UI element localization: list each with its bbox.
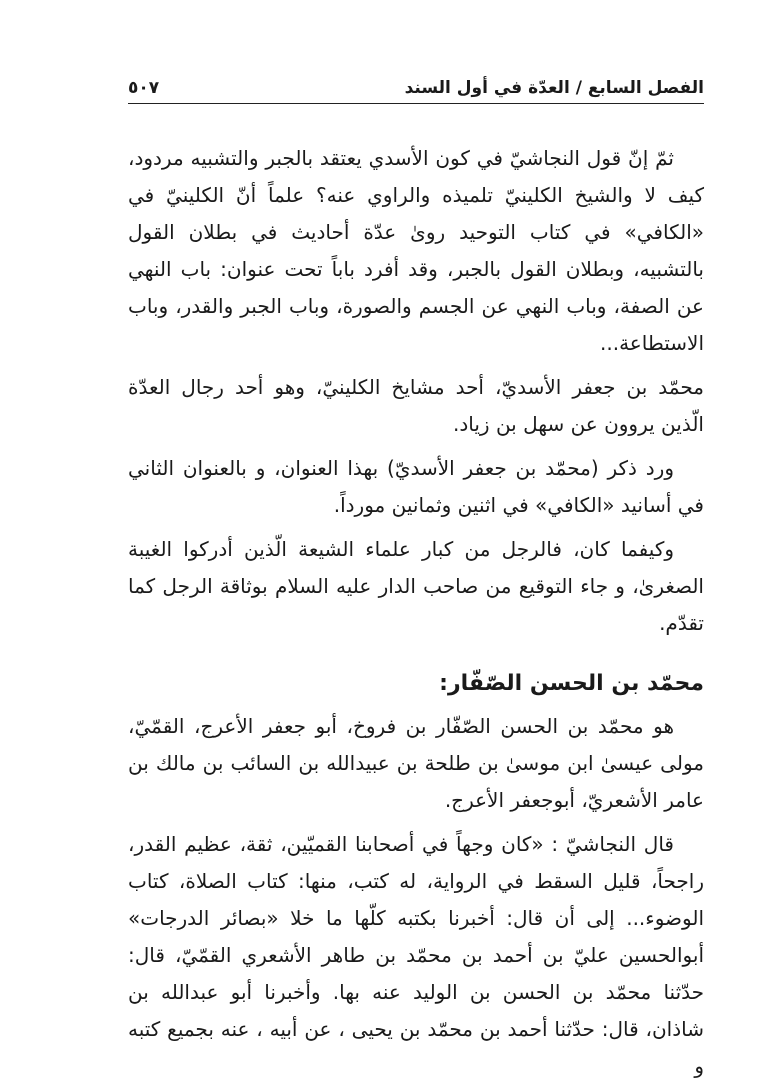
paragraph-refutation: ثمّ إنّ قول النجاشيّ في كون الأسدي يعتقد بالجبر والتشبيه مردود، كيف لا والشيخ الكلينيّ تلميذه والراوي عنه؟ علماً أنّ الكلينيّ في «الكافي» في كتاب التوحيد روىٰ عدّة أحاديث في بطلان القول بالتشبيه، وبطلان القول بالجبر، وقد أفرد باباً تحت عنوان: باب النهي عن الصفة، وباب النهي عن الجسم والصورة، وباب الجبر والقدر، وباب الاستطاعة... bbox=[128, 146, 704, 355]
body-text bbox=[128, 140, 704, 1085]
page-number: ٥٠٧ bbox=[128, 78, 160, 98]
section-heading: محمّد بن الحسن الصّفّار: bbox=[439, 671, 704, 696]
section-spacer bbox=[128, 642, 704, 664]
paragraph-asadi-conclusion: وكيفما كان، فالرجل من كبار علماء الشيعة الّذين أدركوا الغيبة الصغرىٰ، و جاء التوقيع من صاحب الدار عليه السلام بوثاقة الرجل كما تقدّم. bbox=[128, 537, 704, 635]
running-head: الفصل السابع / العدّة في أول السند bbox=[404, 78, 704, 98]
paragraph-saffar-bio: هو محمّد بن الحسن الصّفّار بن فروخ، أبو جعفر الأعرج، القمّيّ، مولى عيسىٰ ابن موسىٰ بن طلحة بن عبيدالله بن السائب بن مالك بن عامر الأشعريّ، أبوجعفر الأعرج. bbox=[128, 714, 704, 812]
page-header bbox=[128, 74, 704, 104]
paragraph-asadi-intro: محمّد بن جعفر الأسديّ، أحد مشايخ الكلينيّ، وهو أحد رجال العدّة الّذين يروون عن سهل بن زياد. bbox=[128, 375, 704, 436]
paragraph-najashi-quote: قال النجاشيّ : «كان وجهاً في أصحابنا القميّين، ثقة، عظيم القدر، راجحاً، قليل السقط في الرواية، له كتب، منها: كتاب الصلاة، كتاب الوضوء... إلى أن قال: أخبرنا بكتبه كلّها ما خلا «بصائر الدرجات» أبوالحسين عليّ بن أحمد بن محمّد بن طاهر الأشعري القمّيّ، قال: حدّثنا محمّد بن الحسن بن الوليد عنه بها. وأخبرنا أبو عبدالله بن شاذان، قال: حدّثنا أحمد بن محمّد بن يحيى ، عن أبيه ، عنه بجميع كتبه و bbox=[128, 832, 704, 1078]
paragraph-asadi-occurrences: ورد ذكر (محمّد بن جعفر الأسديّ) بهذا العنوان، و بالعنوان الثاني في أسانيد «الكافي» في اثنين وثمانين مورداً. bbox=[128, 456, 704, 517]
